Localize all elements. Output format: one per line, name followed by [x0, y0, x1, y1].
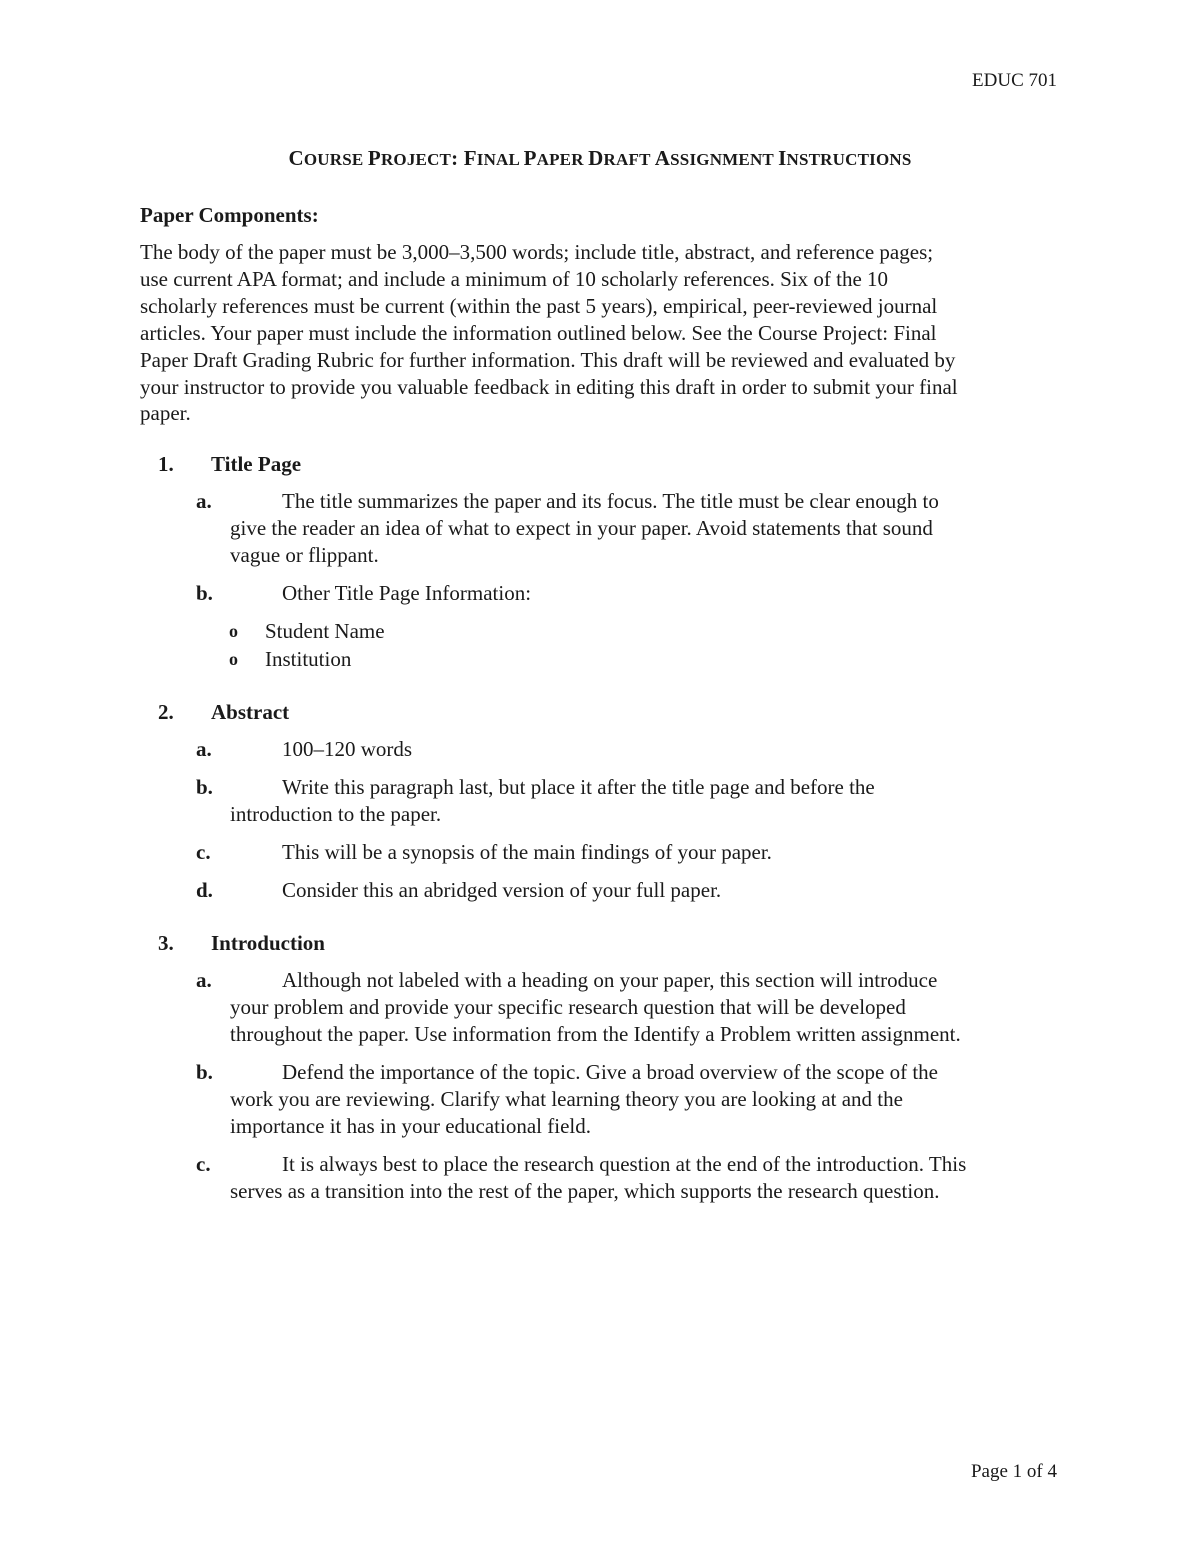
section-number: 3. [158, 931, 174, 956]
section-heading [140, 451, 1065, 478]
paragraph-line: articles. Your paper must include the information outlined below. See the Course Project: Final [140, 320, 937, 345]
bullet-list [140, 617, 1065, 673]
item-line-text: 100–120 words [282, 737, 413, 762]
list-item [140, 1151, 1065, 1205]
title-cap: A [654, 146, 671, 170]
title-smallcaps: NSTRUCTIONS [786, 150, 912, 169]
item-line [230, 1178, 1065, 1205]
item-text [230, 774, 1065, 828]
item-line-text: Although not labeled with a heading on your paper, this section will introduce [282, 968, 938, 993]
item-line-text: This will be a synopsis of the main findings of your paper. [282, 840, 772, 865]
item-text [230, 877, 1065, 904]
item-line [230, 1021, 1065, 1048]
item-line-text: It is always best to place the research question at the end of the introduction. This [282, 1152, 967, 1177]
item-text [230, 1059, 1065, 1140]
section-1 [140, 451, 1065, 673]
bullet-text: Institution [265, 647, 352, 672]
title-cap: P [367, 146, 381, 170]
item-line [230, 1059, 1065, 1086]
item-text [230, 580, 1065, 607]
components-heading: Paper Components: [140, 203, 319, 227]
list-item [140, 488, 1065, 569]
item-text [230, 488, 1065, 569]
list-item [140, 736, 1065, 763]
title-cap: : F [451, 146, 477, 170]
section-title: Title Page [211, 452, 302, 477]
section-heading [140, 699, 1065, 726]
item-line-text: vague or flippant. [230, 543, 379, 568]
paragraph-line: The body of the paper must be 3,000–3,500 words; include title, abstract, and reference pages; [140, 240, 934, 264]
course-code: EDUC 701 [972, 70, 1057, 91]
item-line [230, 994, 1065, 1021]
list-item [140, 839, 1065, 866]
list-item [140, 774, 1065, 828]
item-letter: a. [196, 968, 212, 993]
item-letter: c. [196, 1152, 211, 1177]
item-line [230, 877, 1065, 904]
components-paragraph [140, 239, 1065, 427]
item-text [230, 839, 1065, 866]
item-line [230, 515, 1065, 542]
page-title [0, 146, 1200, 171]
item-line-text: Write this paragraph last, but place it after the title page and before the [282, 775, 875, 800]
item-text [230, 1151, 1065, 1205]
item-line [230, 801, 1065, 828]
paragraph-line: use current APA format; and include a minimum of 10 scholarly references. Six of the 10 [140, 266, 889, 291]
item-line-text: serves as a transition into the rest of the paper, which supports the research question. [230, 1179, 940, 1204]
item-line [230, 967, 1065, 994]
item-line-text: throughout the paper. Use information from the Identify a Problem written assignment. [230, 1022, 961, 1047]
item-line [230, 488, 1065, 515]
item-text [230, 967, 1065, 1048]
title-cap: D [588, 146, 604, 170]
title-cap: C [288, 146, 304, 170]
item-line [230, 774, 1065, 801]
bullet-item [140, 645, 1065, 673]
bullet-circle-icon: o [229, 649, 238, 670]
section-number: 2. [158, 700, 174, 725]
paragraph-line: paper. [140, 401, 191, 426]
paragraph-line: Paper Draft Grading Rubric for further information. This draft will be reviewed and evaluated by [140, 347, 956, 372]
item-letter: b. [196, 581, 213, 606]
item-line-text: Defend the importance of the topic. Give a broad overview of the scope of the [282, 1060, 939, 1085]
bullet-text: Student Name [265, 619, 385, 644]
item-line-text: give the reader an idea of what to expect in your paper. Avoid statements that sound [230, 516, 933, 541]
item-letter: b. [196, 775, 213, 800]
paragraph-line: your instructor to provide you valuable feedback in editing this draft in order to submit your final [140, 374, 958, 399]
item-line-text: introduction to the paper. [230, 802, 442, 827]
section-2 [140, 699, 1065, 904]
item-letter: a. [196, 737, 212, 762]
paragraph-line: scholarly references must be current (within the past 5 years), empirical, peer-reviewed journal [140, 293, 938, 318]
bullet-circle-icon: o [229, 621, 238, 642]
title-smallcaps: SSIGNMENT [670, 150, 779, 169]
item-letter: d. [196, 878, 213, 903]
bullet-item [140, 617, 1065, 645]
title-smallcaps: RAFT [603, 150, 655, 169]
item-line [230, 839, 1065, 866]
document-body [140, 202, 1065, 1205]
sections-list [140, 451, 1065, 1205]
item-line [230, 542, 1065, 569]
section-3 [140, 930, 1065, 1205]
item-line [230, 1086, 1065, 1113]
title-smallcaps: INAL [476, 150, 524, 169]
item-letter: c. [196, 840, 211, 865]
item-line [230, 1151, 1065, 1178]
title-cap: I [778, 146, 787, 170]
item-line-text: Consider this an abridged version of your full paper. [282, 878, 722, 903]
item-line [230, 736, 1065, 763]
item-letter: b. [196, 1060, 213, 1085]
page-number: Page 1 of 4 [970, 1461, 1057, 1482]
title-smallcaps: OURSE [303, 150, 368, 169]
list-item [140, 877, 1065, 904]
section-title: Abstract [211, 700, 290, 725]
section-heading [140, 930, 1065, 957]
item-line-text: your problem and provide your specific research question that will be developed [230, 995, 906, 1020]
item-text [230, 736, 1065, 763]
title-cap: P [523, 146, 537, 170]
item-line-text: The title summarizes the paper and its focus. The title must be clear enough to [282, 489, 939, 514]
section-number: 1. [158, 452, 174, 477]
list-item [140, 580, 1065, 607]
list-item [140, 1059, 1065, 1140]
item-line-text: work you are reviewing. Clarify what learning theory you are looking at and the [230, 1087, 903, 1112]
item-line-text: Other Title Page Information: [282, 581, 532, 606]
title-smallcaps: ROJECT [380, 150, 452, 169]
item-letter: a. [196, 489, 212, 514]
section-title: Introduction [211, 931, 325, 956]
title-smallcaps: APER [536, 150, 589, 169]
list-item [140, 967, 1065, 1048]
item-line [230, 1113, 1065, 1140]
item-line [230, 580, 1065, 607]
item-line-text: importance it has in your educational field. [230, 1114, 591, 1139]
